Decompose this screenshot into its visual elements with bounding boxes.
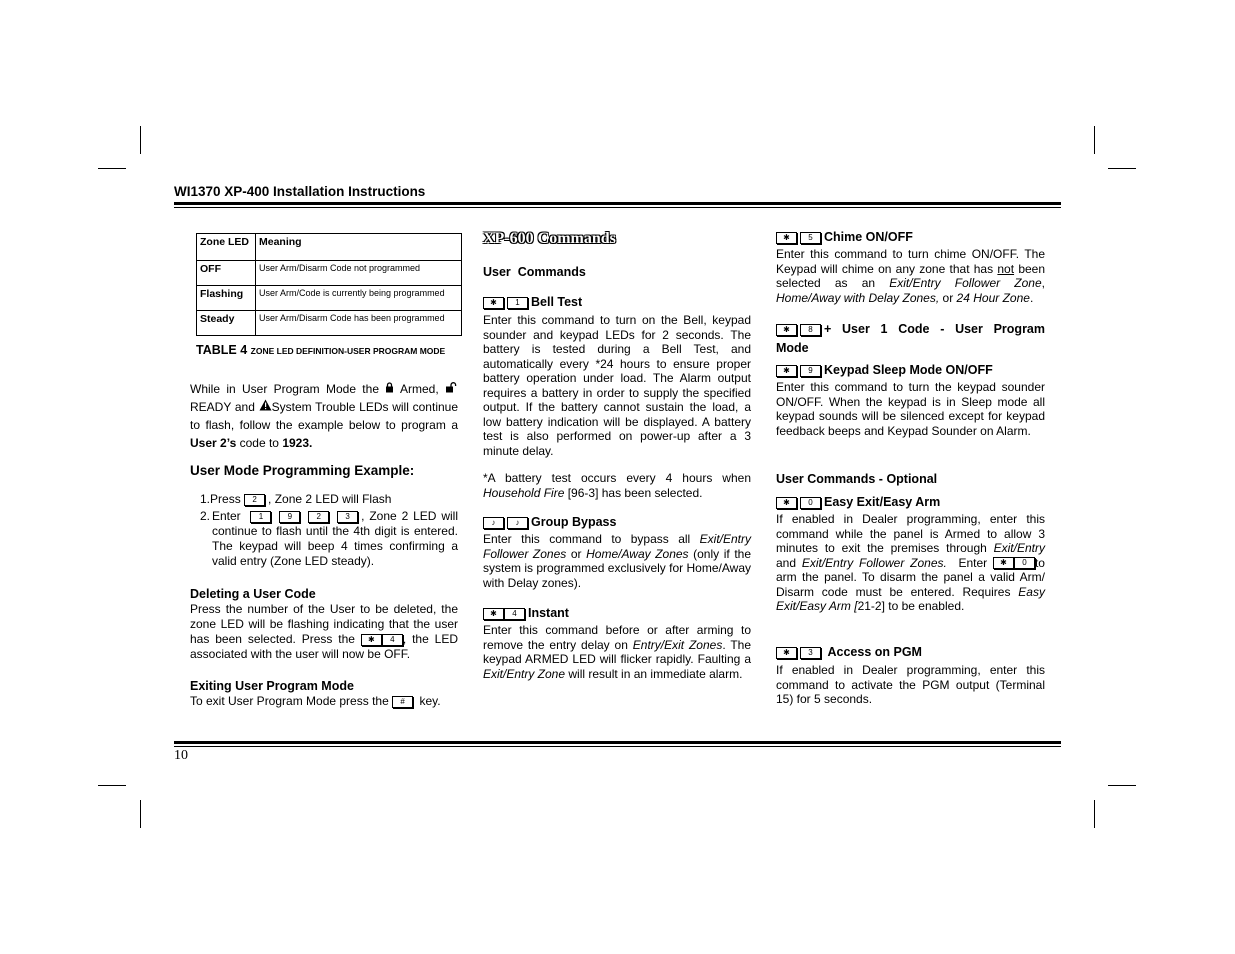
intro-text: While in User Program Mode the bbox=[190, 382, 379, 396]
paragraph-text: or bbox=[570, 546, 582, 561]
paragraph-text: Enter this command to bypass all bbox=[483, 532, 691, 546]
paragraph-text-italic: Exit/Entry Follower Zone bbox=[889, 276, 1042, 290]
lock-icon bbox=[385, 382, 394, 396]
key-4-icon: 4 bbox=[504, 608, 525, 620]
table-cell: Steady bbox=[197, 311, 256, 336]
key-star-icon: ✱ bbox=[361, 634, 382, 646]
step-number: 1. bbox=[200, 492, 211, 506]
key-1-icon: 1 bbox=[250, 511, 271, 523]
key-star-icon: ✱ bbox=[776, 324, 797, 336]
delete-heading: Deleting a User Code bbox=[190, 587, 316, 601]
easy-exit-text bbox=[776, 512, 1045, 614]
example-step-2 bbox=[200, 509, 458, 569]
table-cell: User Arm/Code is currently being programmed bbox=[256, 286, 462, 311]
crop-mark bbox=[1108, 168, 1136, 169]
pgm-text bbox=[776, 663, 1045, 707]
unlock-icon bbox=[445, 382, 458, 396]
paragraph-text: Enter this command to turn chime ON/OFF. The Keypad will chime on any zone that has bbox=[776, 247, 1045, 276]
key-0-icon: 0 bbox=[1014, 557, 1035, 569]
key-0-icon: 0 bbox=[800, 497, 821, 509]
delete-text: Press the number of the User to be deleted, the zone LED will be flashing indicating that the user has been selected. Press the bbox=[190, 602, 458, 646]
table-header-row bbox=[197, 234, 462, 261]
warning-triangle-icon bbox=[259, 400, 272, 414]
table-row bbox=[197, 311, 462, 336]
user-commands-heading: User Commands bbox=[483, 265, 586, 279]
user1-heading bbox=[776, 320, 1045, 358]
sleep-text bbox=[776, 380, 1045, 438]
paragraph-text: will result in an immediate alarm. bbox=[568, 666, 743, 681]
delete-paragraph bbox=[190, 602, 458, 662]
key-5-icon: 5 bbox=[800, 232, 821, 244]
battery-note bbox=[483, 471, 751, 500]
group-bypass-heading bbox=[483, 515, 616, 529]
paragraph-text: . bbox=[1029, 290, 1034, 305]
table-cell: OFF bbox=[197, 261, 256, 286]
paragraph-text: Enter bbox=[958, 555, 988, 570]
paragraph-text: been selected as an bbox=[776, 261, 1046, 290]
command-title: Instant bbox=[528, 606, 569, 620]
intro-paragraph bbox=[190, 380, 458, 452]
example-step-1 bbox=[200, 492, 458, 507]
paragraph-text: or bbox=[942, 290, 954, 305]
key-9-icon: 9 bbox=[279, 511, 300, 523]
optional-heading: User Commands - Optional bbox=[776, 472, 938, 486]
bell-test-text bbox=[483, 313, 751, 458]
crop-mark bbox=[98, 785, 126, 786]
key-3-icon: 3 bbox=[337, 511, 358, 523]
key-star-icon: ✱ bbox=[483, 608, 504, 620]
paragraph-text: and bbox=[776, 555, 797, 570]
section-title: XP-600 Commands bbox=[483, 230, 616, 247]
exit-paragraph bbox=[190, 694, 458, 709]
key-music-note-icon: ♪ bbox=[507, 517, 528, 529]
paragraph-text-italic: Entry/Exit Zones bbox=[632, 637, 723, 652]
table-header-cell: Meaning bbox=[256, 234, 462, 261]
paragraph-text: (only if the system is programmed exclusively for Home/Away with Delay zones). bbox=[483, 546, 751, 590]
key-2-icon: 2 bbox=[244, 494, 265, 506]
table-header-cell: Zone LED bbox=[197, 234, 256, 261]
intro-text: System Trouble LEDs will continue to flash, follow the example below to program a bbox=[190, 400, 459, 432]
footer-rule-thin bbox=[174, 746, 1061, 747]
pgm-heading bbox=[776, 645, 922, 659]
paragraph-text: If enabled in Dealer programming, enter this command while the panel is Armed to allow 3 minutes to exit the premises through bbox=[776, 512, 1045, 555]
key-9-icon: 9 bbox=[800, 365, 821, 377]
table-cell: Flashing bbox=[197, 286, 256, 311]
delete-text: , the LED associated with the user will now be OFF. bbox=[190, 632, 459, 661]
step-text: , Zone 2 LED will Flash bbox=[268, 492, 392, 506]
key-star-icon: ✱ bbox=[776, 365, 797, 377]
paragraph-text: Enter this command before or after arming to remove the entry delay on bbox=[483, 623, 751, 652]
key-4-icon: 4 bbox=[382, 634, 403, 646]
header-rule-thin bbox=[174, 207, 1061, 208]
paragraph-text: 21-2] to be enabled. bbox=[857, 599, 965, 613]
step-text: , Zone 2 LED will continue to flash until the 4th digit is entered. The keypad will beep 4 times confirming a valid entry (Zone LED steady). bbox=[212, 509, 459, 568]
instant-text bbox=[483, 623, 751, 681]
intro-user-label: User 2’s bbox=[190, 436, 237, 450]
paragraph-text: . The keypad ARMED LED will flicker rapidly. Faulting a bbox=[483, 637, 752, 666]
page-number: 10 bbox=[174, 748, 188, 763]
bell-test-heading bbox=[483, 295, 582, 309]
key-8-icon: 8 bbox=[800, 324, 821, 336]
paragraph-text-italic: 24 Hour Zone bbox=[956, 290, 1030, 305]
paragraph-text-italic: Exit/Entry bbox=[993, 541, 1045, 555]
intro-text: Armed, bbox=[399, 382, 439, 396]
paragraph-text: to arm the panel. To disarm the panel a valid Arm/ Disarm code must be entered. Requires bbox=[776, 555, 1045, 599]
paragraph-text-italic: Easy Exit/Easy Arm [ bbox=[776, 584, 1045, 613]
table-row bbox=[197, 261, 462, 286]
key-star-icon: ✱ bbox=[776, 232, 797, 244]
intro-text: code to bbox=[239, 436, 279, 450]
footer-rule bbox=[174, 741, 1061, 744]
key-star-icon: ✱ bbox=[993, 557, 1014, 569]
key-2-icon: 2 bbox=[308, 511, 329, 523]
crop-mark bbox=[98, 168, 126, 169]
command-title: + User 1 Code - User Program Mode bbox=[776, 322, 1045, 355]
paragraph-text-italic: Exit/Entry Follower Zones. bbox=[801, 555, 947, 570]
chime-text bbox=[776, 247, 1045, 305]
command-title: Bell Test bbox=[531, 295, 583, 309]
instant-heading bbox=[483, 606, 569, 620]
paragraph-text: , bbox=[1041, 276, 1046, 290]
group-bypass-text bbox=[483, 532, 751, 590]
key-hash-icon: # bbox=[392, 696, 413, 708]
header-rule bbox=[174, 202, 1061, 205]
key-star-icon: ✱ bbox=[483, 297, 504, 309]
crop-mark bbox=[140, 126, 141, 154]
example-heading: User Mode Programming Example: bbox=[190, 463, 415, 478]
chime-heading bbox=[776, 230, 913, 244]
paragraph-text-italic: Home/Away with Delay Zones, bbox=[776, 290, 940, 305]
paragraph-text-underline: not bbox=[997, 261, 1015, 276]
command-title: Chime ON/OFF bbox=[824, 230, 913, 244]
key-star-icon: ✱ bbox=[776, 647, 797, 659]
key-music-note-icon: ♪ bbox=[483, 517, 504, 529]
step-number: 2. bbox=[200, 509, 211, 523]
easy-exit-heading bbox=[776, 495, 940, 509]
command-title: Keypad Sleep Mode ON/OFF bbox=[824, 363, 993, 377]
key-3-icon: 3 bbox=[800, 647, 821, 659]
paragraph-text: Enter this command to turn the keypad sounder ON/OFF. When the keypad is in Sleep mode all keypad sounds will be silenced except for keypad feedback beeps and Keypad Sounder on Alarm. bbox=[776, 380, 1045, 438]
intro-code: 1923. bbox=[282, 436, 313, 450]
command-title: Group Bypass bbox=[531, 515, 617, 529]
command-title: Access on PGM bbox=[827, 645, 922, 659]
paragraph-text-italic: Exit/Entry Zone bbox=[483, 666, 566, 681]
key-1-icon: 1 bbox=[507, 297, 528, 309]
exit-text: key. bbox=[419, 694, 441, 708]
paragraph-text-italic: Home/Away Zones bbox=[586, 546, 689, 561]
step-text: Enter bbox=[212, 509, 241, 523]
paragraph-text-italic: Exit/Entry Follower Zones bbox=[483, 532, 752, 561]
table-row bbox=[197, 286, 462, 311]
crop-mark bbox=[1094, 126, 1095, 154]
paragraph-text: Enter this command to turn on the Bell, keypad sounder and keypad LEDs for 2 seconds. The battery is tested during a Bell Test, and automatically every *24 hours to ensure proper battery operation under load. The Alarm output requires a battery in order to supply the specified output. If the battery cannot sustain the load, a low battery indication will be displayed. A battery test is also performed on power-up after a 3 minute delay. bbox=[483, 313, 751, 458]
exit-heading: Exiting User Program Mode bbox=[190, 679, 354, 693]
table-caption bbox=[196, 343, 445, 357]
sleep-heading bbox=[776, 363, 993, 377]
document-header-title: WI1370 XP-400 Installation Instructions bbox=[174, 184, 426, 199]
paragraph-text: If enabled in Dealer programming, enter this command to activate the PGM output (Terminal 15) for 5 seconds. bbox=[776, 663, 1045, 706]
zone-led-table bbox=[196, 233, 462, 336]
key-star-icon: ✱ bbox=[776, 497, 797, 509]
crop-mark bbox=[1108, 785, 1136, 786]
intro-text: READY and bbox=[190, 400, 255, 414]
exit-text: To exit User Program Mode press the bbox=[190, 694, 389, 708]
crop-mark bbox=[140, 800, 141, 828]
crop-mark bbox=[1094, 800, 1095, 828]
table-cell: User Arm/Disarm Code has been programmed bbox=[256, 311, 462, 336]
caption-number: TABLE 4 bbox=[196, 343, 248, 357]
note-text: [96-3] has been selected. bbox=[567, 485, 703, 500]
caption-text: ZONE LED DEFINITION-USER PROGRAM MODE bbox=[250, 346, 446, 356]
table-cell: User Arm/Disarm Code not programmed bbox=[256, 261, 462, 286]
note-text-italic: Household Fire bbox=[483, 485, 565, 500]
step-text: Press bbox=[210, 492, 241, 506]
note-text: *A battery test occurs every 4 hours when bbox=[483, 471, 751, 485]
command-title: Easy Exit/Easy Arm bbox=[824, 495, 941, 509]
